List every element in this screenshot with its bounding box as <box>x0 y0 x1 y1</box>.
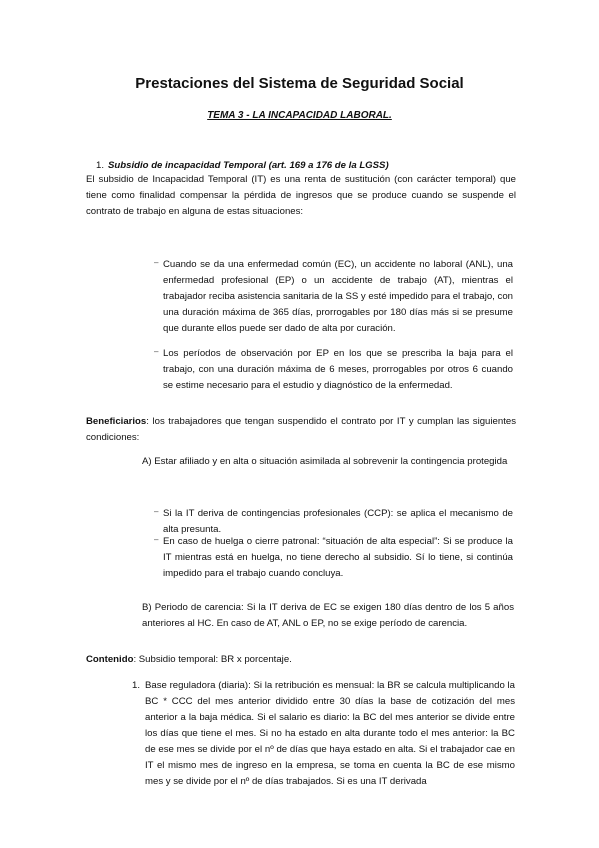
base-reguladora-paragraph: Base reguladora (diaria): Si la retribución es mensual: la BR se calcula multiplicando la BC * CCC del mes anterior dividido entre 30 días la base de cotización del mes anterior a la baja médica. Si el salario es diario: la BC del mes anterior se divide entre los días que tiene el mes. Si no ha estado en alta durante todo el mes anterior: la BC de ese mes se divide por el nº de días que haya estado en alta. Si el trabajador cae en IT el mismo mes de ingreso en la empresa, se toma en cuenta la BC de ese mismo mes y se divide por el nº de días trabajados. Si es una IT derivada <box>145 680 515 787</box>
bullet-dash-icon: – <box>154 507 159 516</box>
condition-a-sub-2-text: En caso de huelga o cierre patronal: “situación de alta especial”: Si se produce la IT mientras está en huelga, no tiene derecho al subsidio. Sí lo tiene, si continúa impedido para el trabajo cuando concluya. <box>163 536 513 579</box>
contenido-paragraph <box>86 652 516 668</box>
beneficiarios-text: : los trabajadores que tengan suspendido el contrato por IT y cumplan las siguientes condiciones: <box>86 416 516 443</box>
situation-text-1: Cuando se da una enfermedad común (EC), un accidente no laboral (ANL), una enfermedad profesional (EP) o un accidente de trabajo (AT), mientras el trabajador reciba asistencia sanitaria de la SS y esté impedido para el trabajo, con una duración máxima de 365 días, prorrogables por 180 días más si se presume que durante ellos puede ser dado de alta por curación. <box>163 259 513 334</box>
contenido-item-number: 1. <box>132 680 141 691</box>
page-title: Prestaciones del Sistema de Seguridad Social <box>135 75 464 92</box>
bullet-dash-icon: – <box>154 258 159 267</box>
condition-a: A) Estar afiliado y en alta o situación asimilada al sobrevenir la contingencia protegida <box>142 456 508 467</box>
section-number: 1. <box>96 160 105 171</box>
section-heading-text: Subsidio de incapacidad Temporal (art. 169 a 176 de la LGSS) <box>108 160 389 171</box>
topic-subtitle: TEMA 3 - LA INCAPACIDAD LABORAL. <box>207 110 392 121</box>
beneficiarios-paragraph <box>86 414 516 446</box>
situation-item-1 <box>154 257 513 337</box>
contenido-text: : Subsidio temporal: BR x porcentaje. <box>133 654 292 665</box>
intro-paragraph: El subsidio de Incapacidad Temporal (IT) es una renta de sustitución (con carácter temporal) que tiene como finalidad compensar la pérdida de ingresos que se produce cuando se suspende el contrato de trabajo en alguna de estas situaciones: <box>86 174 516 217</box>
situation-item-2 <box>154 346 513 394</box>
condition-a-sub-2 <box>154 534 513 582</box>
condition-b: B) Periodo de carencia: Si la IT deriva de EC se exigen 180 días dentro de los 5 años anteriores al HC. En caso de AT, ANL o EP, no se exige período de carencia. <box>142 602 514 629</box>
situation-text-2: Los períodos de observación por EP en los que se prescriba la baja para el trabajo, con una duración máxima de 6 meses, prorrogables por otros 6 cuando se estime necesario para el estudio y diagnóstico de la enfermedad. <box>163 348 513 391</box>
bullet-dash-icon: – <box>154 535 159 544</box>
contenido-label: Contenido <box>86 654 134 665</box>
bullet-dash-icon: – <box>154 347 159 356</box>
condition-a-sub-1-text: Si la IT deriva de contingencias profesionales (CCP): se aplica el mecanismo de alta presunta. <box>163 508 513 535</box>
beneficiarios-label: Beneficiarios <box>86 416 147 427</box>
